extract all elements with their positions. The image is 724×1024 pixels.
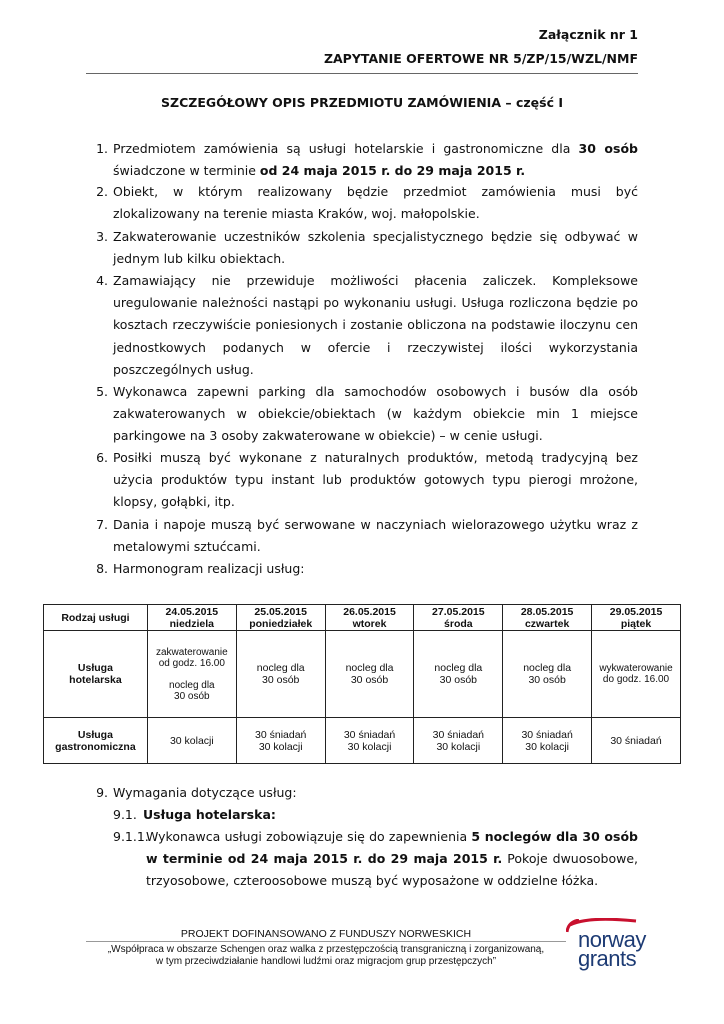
schedule-table bbox=[43, 604, 681, 764]
item-9-1-1-text: Wykonawca usługi zobowiązuje się do zapewnienia 5 noclegów dla 30 osób w terminie od 24 maja 2015 r. do 29 maja 2015 r. Pokoje dwuosobowe, trzyosobowe, czteroosobowe muszą być wyposażone w oddzielne łóżka. bbox=[146, 829, 638, 889]
day-header: 25.05.2015 poniedziałek bbox=[236, 605, 325, 631]
table-cell: nocleg dla 30 osób bbox=[236, 631, 325, 718]
list-item-6: 6. Posiłki muszą być wykonane z naturalnych produktów, metodą tradycyjną bez użycia produktów typu instant lub produktów gotowych typu pierogi mrożone, klopsy, gołąbki, itp. bbox=[96, 450, 638, 510]
logo-word-2: grants bbox=[578, 946, 637, 971]
item-9-text: Wymagania dotyczące usług: bbox=[113, 785, 297, 800]
footer-line-2: w tym przeciwdziałanie handlowi ludźmi oraz migracjom grup przestępczych” bbox=[155, 956, 497, 967]
day-header: 24.05.2015 niedziela bbox=[147, 605, 236, 631]
item-9-num: 9. bbox=[96, 785, 108, 800]
footer-line-1: „Współpraca w obszarze Schengen oraz walka z przestępczością transgraniczną i zorganizowaną, bbox=[107, 944, 545, 955]
table-cell: wykwaterowanie do godz. 16.00 bbox=[592, 631, 681, 718]
day-header: 29.05.2015 piątek bbox=[592, 605, 681, 631]
table-cell: nocleg dla 30 osób bbox=[414, 631, 503, 718]
table-cell: zakwaterowanie od godz. 16.00 nocleg dla 30 osób bbox=[147, 631, 236, 718]
list-item-3: 3. Zakwaterowanie uczestników szkolenia specjalistycznego będzie się odbywać w jednym lub kilku obiektach. bbox=[96, 229, 638, 267]
table-cell: 30 śniadań 30 kolacji bbox=[325, 718, 414, 764]
table-cell: 30 śniadań bbox=[592, 718, 681, 764]
footer-divider bbox=[86, 941, 566, 942]
list-item-1: 1. Przedmiotem zamówienia są usługi hotelarskie i gastronomiczne dla 30 osób świadczone w terminie od 24 maja 2015 r. do 29 maja 2015 r. bbox=[96, 141, 638, 179]
table-cell: 30 kolacji bbox=[147, 718, 236, 764]
logo-word-1: norway bbox=[578, 927, 646, 952]
table-cell: nocleg dla 30 osób bbox=[503, 631, 592, 718]
table-cell: 30 śniadań 30 kolacji bbox=[236, 718, 325, 764]
list-item-5: 5. Wykonawca zapewni parking dla samochodów osobowych i busów dla osób zakwaterowanych w obiekcie/obiektach (w każdym obiekcie min 1 miejsce parkingowe na 3 osoby zakwaterowane w obiekcie) – w cenie usługi. bbox=[96, 384, 638, 444]
item-9-1-1-num: 9.1.1. bbox=[113, 829, 149, 844]
annex-label: Załącznik nr 1 bbox=[538, 27, 638, 42]
page-title: SZCZEGÓŁOWY OPIS PRZEDMIOTU ZAMÓWIENIA – część I bbox=[161, 95, 563, 110]
list-item-7: 7. Dania i napoje muszą być serwowane w naczyniach wielorazowego użytku wraz z metalowymi sztućcami. bbox=[96, 517, 638, 555]
day-header: 27.05.2015 środa bbox=[414, 605, 503, 631]
norway-grants-logo bbox=[566, 917, 652, 973]
table-cell: 30 śniadań 30 kolacji bbox=[503, 718, 592, 764]
table-row bbox=[44, 718, 681, 764]
item-9-1-text: Usługa hotelarska: bbox=[143, 807, 276, 822]
header-divider bbox=[86, 73, 638, 74]
list-item-8: 8. Harmonogram realizacji usług: bbox=[96, 561, 305, 576]
footer-project: PROJEKT DOFINANSOWANO Z FUNDUSZY NORWESKICH bbox=[180, 928, 472, 940]
row-label: Usługa hotelarska bbox=[44, 631, 148, 718]
row-label: Usługa gastronomiczna bbox=[44, 718, 148, 764]
logo-swoosh-icon bbox=[568, 918, 638, 926]
table-cell: nocleg dla 30 osób bbox=[325, 631, 414, 718]
corner-header: Rodzaj usługi bbox=[44, 605, 148, 631]
table-header-row bbox=[44, 605, 681, 631]
day-header: 26.05.2015 wtorek bbox=[325, 605, 414, 631]
table-row bbox=[44, 631, 681, 718]
table-cell: 30 śniadań 30 kolacji bbox=[414, 718, 503, 764]
day-header: 28.05.2015 czwartek bbox=[503, 605, 592, 631]
list-item-2: 2. Obiekt, w którym realizowany będzie przedmiot zamówienia musi być zlokalizowany na terenie miasta Kraków, woj. małopolskie. bbox=[96, 184, 638, 222]
inquiry-title: ZAPYTANIE OFERTOWE NR 5/ZP/15/WZL/NMF bbox=[323, 51, 638, 66]
item-9-1-num: 9.1. bbox=[113, 807, 137, 822]
list-item-4: 4. Zamawiający nie przewiduje możliwości płacenia zaliczek. Kompleksowe uregulowanie należności nastąpi po wykonaniu usługi. Usługa rozliczona będzie po kosztach rzeczywiście poniesionych i zostanie obliczona na podstawie iloczynu cen jednostkowych podanych w ofercie i rzeczywistej ilości wykorzystania poszczególnych usług. bbox=[96, 273, 638, 377]
